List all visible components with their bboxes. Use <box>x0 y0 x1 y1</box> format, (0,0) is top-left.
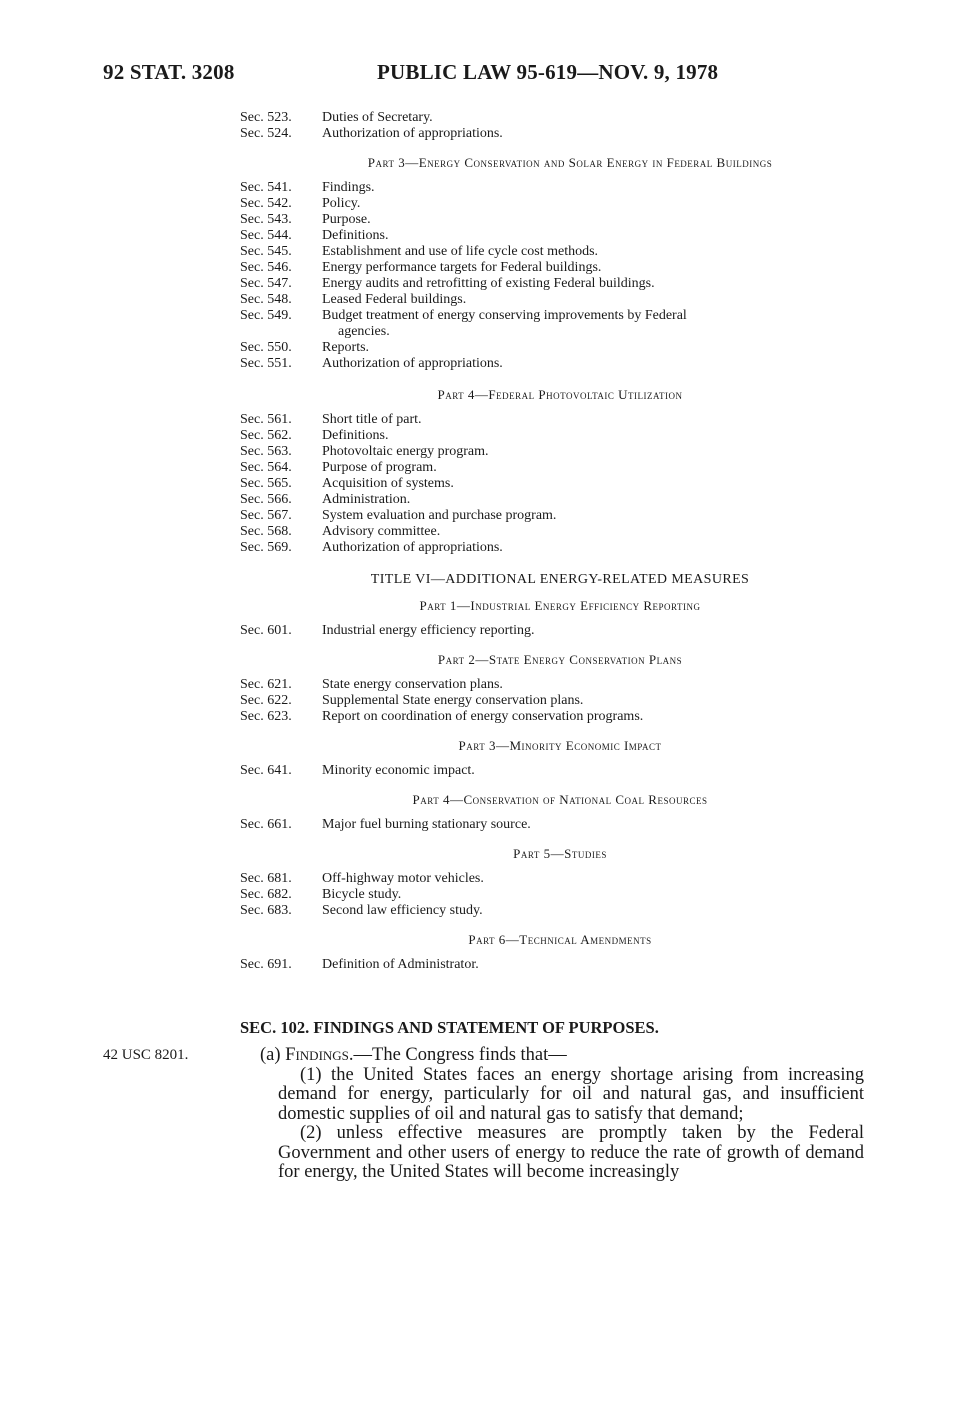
toc-entry <box>240 276 880 292</box>
section-title: Leased Federal buildings. <box>322 292 467 307</box>
section-title: Photovoltaic energy program. <box>322 444 489 459</box>
part-heading: Part 2—State Energy Conservation Plans <box>437 652 683 667</box>
part-heading: Part 4—Federal Photovoltaic Utilization <box>437 387 683 402</box>
toc-entry <box>240 677 880 693</box>
part-heading: Part 3—Energy Conservation and Solar Energy in Federal Buildings <box>367 155 773 170</box>
toc-entry <box>240 871 880 887</box>
part-heading: Part 1—Industrial Energy Efficiency Reporting <box>419 598 701 613</box>
section-number: Sec. 641. <box>240 763 292 778</box>
section-number: Sec. 564. <box>240 460 292 475</box>
section-number: Sec. 551. <box>240 356 292 371</box>
section-title: Duties of Secretary. <box>322 110 433 125</box>
section-number: Sec. 524. <box>240 126 292 141</box>
section-number: Sec. 567. <box>240 508 292 523</box>
section-number: Sec. 543. <box>240 212 292 227</box>
toc-entry <box>240 444 880 460</box>
section-title: Administration. <box>322 492 411 507</box>
toc-entry <box>240 492 880 508</box>
section-title: Report on coordination of energy conservation programs. <box>322 709 644 724</box>
toc-entry <box>240 476 880 492</box>
toc-entry <box>240 763 880 779</box>
section-title: Reports. <box>322 340 370 355</box>
section-number: Sec. 562. <box>240 428 292 443</box>
toc-entry <box>240 292 880 308</box>
section-body <box>258 1046 864 1183</box>
part-heading: Part 5—Studies <box>513 846 607 861</box>
toc-entry <box>240 244 880 260</box>
toc-entry <box>240 308 880 340</box>
toc-entry <box>240 110 880 126</box>
toc-entry <box>240 340 880 356</box>
toc-title6 <box>240 571 880 973</box>
section-number: Sec. 550. <box>240 340 292 355</box>
section-title: Findings. <box>322 180 375 195</box>
section-title: State energy conservation plans. <box>322 677 503 692</box>
toc-entry <box>240 180 880 196</box>
section-number: Sec. 682. <box>240 887 292 902</box>
section-number: Sec. 568. <box>240 524 292 539</box>
toc-entry <box>240 356 880 372</box>
margin-citation: 42 USC 8201. <box>103 1047 189 1063</box>
section-number: Sec. 561. <box>240 412 292 427</box>
part-heading: Part 6—Technical Amendments <box>468 932 652 947</box>
section-title: Industrial energy efficiency reporting. <box>322 623 535 638</box>
title-heading: TITLE VI—ADDITIONAL ENERGY-RELATED MEASURES <box>370 572 750 587</box>
section-title: System evaluation and purchase program. <box>322 508 557 523</box>
toc-entry <box>240 508 880 524</box>
toc-part3 <box>240 154 880 372</box>
toc-entry <box>240 460 880 476</box>
section-number: Sec. 622. <box>240 693 292 708</box>
toc-entry <box>240 428 880 444</box>
section-title: Authorization of appropriations. <box>322 126 503 141</box>
section-title-continuation: agencies. <box>338 324 390 339</box>
section-number: Sec. 569. <box>240 540 292 555</box>
section-number: Sec. 661. <box>240 817 292 832</box>
toc-entry <box>240 212 880 228</box>
section-number: Sec. 546. <box>240 260 292 275</box>
section-title: Purpose of program. <box>322 460 437 475</box>
section-title: Establishment and use of life cycle cost methods. <box>322 244 599 259</box>
toc-entry <box>240 412 880 428</box>
section-number: Sec. 545. <box>240 244 292 259</box>
section-title: Purpose. <box>322 212 371 227</box>
toc-part4 <box>240 386 880 556</box>
toc-entry <box>240 260 880 276</box>
section-title: Minority economic impact. <box>322 763 475 778</box>
section-title: Authorization of appropriations. <box>322 356 503 371</box>
section-title: Second law efficiency study. <box>322 903 483 918</box>
toc-entry <box>240 126 880 142</box>
page-stat-number: 92 STAT. 3208 <box>103 60 235 84</box>
section-number: Sec. 542. <box>240 196 292 211</box>
part-heading: Part 3—Minority Economic Impact <box>458 738 662 753</box>
section-number: Sec. 563. <box>240 444 292 459</box>
section-title: Supplemental State energy conservation plans. <box>322 693 584 708</box>
section-number: Sec. 691. <box>240 957 292 972</box>
section-number: Sec. 683. <box>240 903 292 918</box>
section-title: Energy audits and retrofitting of existing Federal buildings. <box>322 276 655 291</box>
toc-entry <box>240 540 880 556</box>
subsection-a: (a) Findings.—The Congress finds that— <box>260 1045 567 1065</box>
section-title: Major fuel burning stationary source. <box>322 817 531 832</box>
toc-entry <box>240 196 880 212</box>
section-title: Bicycle study. <box>322 887 402 902</box>
section-title: Definition of Administrator. <box>322 957 479 972</box>
toc-entry <box>240 623 880 639</box>
section-number: Sec. 544. <box>240 228 292 243</box>
section-number: Sec. 565. <box>240 476 292 491</box>
finding-2: (2) unless effective measures are promptly taken by the Federal Government and other users of energy to reduce the rate of growth of demand for energy, the United States will become increasingly <box>278 1123 864 1182</box>
subsection-a-title: Findings <box>285 1045 349 1065</box>
toc-entry <box>240 903 880 919</box>
section-title: Definitions. <box>322 228 389 243</box>
section-number: Sec. 548. <box>240 292 292 307</box>
section-number: Sec. 601. <box>240 623 292 638</box>
toc-entry <box>240 693 880 709</box>
toc-entry <box>240 957 880 973</box>
toc-entry <box>240 887 880 903</box>
toc-entry <box>240 709 880 725</box>
section-number: Sec. 523. <box>240 110 292 125</box>
section-number: Sec. 621. <box>240 677 292 692</box>
section-title: Policy. <box>322 196 361 211</box>
section-number: Sec. 566. <box>240 492 292 507</box>
section-title: Short title of part. <box>322 412 422 427</box>
section-number: Sec. 547. <box>240 276 292 291</box>
section-title: Advisory committee. <box>322 524 441 539</box>
section-title: Acquisition of systems. <box>322 476 454 491</box>
section-title: Energy performance targets for Federal buildings. <box>322 260 602 275</box>
section-title: Budget treatment of energy conserving improvements by Federal <box>322 308 687 323</box>
section-number: Sec. 681. <box>240 871 292 886</box>
toc-entry <box>240 228 880 244</box>
section-title: Authorization of appropriations. <box>322 540 503 555</box>
toc-group-title5-part2-tail <box>240 110 880 142</box>
section-title: Definitions. <box>322 428 389 443</box>
section-number: Sec. 549. <box>240 308 292 323</box>
section-number: Sec. 541. <box>240 180 292 195</box>
section-number: Sec. 623. <box>240 709 292 724</box>
section-title: Off-highway motor vehicles. <box>322 871 484 886</box>
section-heading: SEC. 102. FINDINGS AND STATEMENT OF PURPOSES. <box>240 1018 659 1037</box>
toc-entry <box>240 524 880 540</box>
toc-entry <box>240 817 880 833</box>
finding-1: (1) the United States faces an energy shortage arising from increasing demand for energy, particularly for oil and natural gas, and insufficient domestic supplies of oil and natural gas to satisfy that demand; <box>278 1064 864 1124</box>
part-heading: Part 4—Conservation of National Coal Resources <box>412 792 708 807</box>
running-header: PUBLIC LAW 95-619—NOV. 9, 1978 <box>377 60 719 84</box>
